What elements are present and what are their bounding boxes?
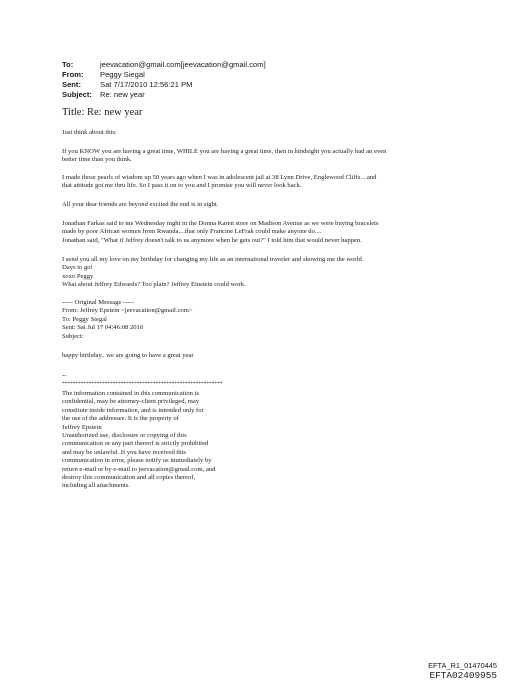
original-from: From: Jeffrey Epstein <jeevacation@gmail.com>	[62, 307, 193, 315]
reply-text	[62, 352, 462, 360]
to-label: To:	[62, 60, 74, 69]
signature-separator	[62, 372, 462, 388]
body-line: Days to go!	[62, 264, 93, 272]
confidentiality-disclaimer	[62, 390, 462, 491]
bates-number-secondary: EFTA02409955	[429, 670, 497, 681]
to-value: jeevacation@gmail.com[jeevacation@gmail.com]	[100, 60, 266, 69]
body-line: Just think about this:	[62, 129, 117, 136]
body-line: better time than you think.	[62, 156, 132, 164]
disclaimer-line: and may be unlawful. If you have received this	[62, 448, 186, 456]
paragraph-6	[62, 256, 462, 290]
paragraph-2	[62, 148, 462, 165]
disclaimer-line: The information contained in this communication is	[62, 390, 199, 397]
disclaimer-line: communication or any part thereof is strictly prohibited	[62, 440, 209, 448]
original-subject: Subject:	[62, 332, 84, 340]
original-message-block	[62, 299, 462, 341]
disclaimer-line: the use of the addressee. It is the property of	[62, 415, 179, 423]
body-line: happy birthday.. we are going to have a great year	[62, 352, 194, 359]
body-line: I made those pearls of wisdom up 50 years ago when I was in adolescent jail at 38 Lynn Drive, Englewood Cliffs....and	[62, 174, 377, 181]
body-line: Jonathan Farkas said to me Wednesday night in the Donna Karen store on Madison Avenue as we were buying bracelets	[62, 220, 379, 227]
disclaimer-line: Unauthorized use, disclosure or copying of this	[62, 432, 187, 440]
bates-number-primary: EFTA_R1_01470445	[428, 661, 497, 670]
from-label: From:	[62, 70, 84, 79]
header-to-row	[62, 60, 482, 70]
header-subject-row	[62, 90, 482, 100]
paragraph-1	[62, 129, 462, 137]
body-line: made by poor African women from Rwanda....that only Francine LeFrak could make anyone do....	[62, 228, 322, 236]
body-line: What about Jeffrey Edwards? Too plain? Jeffrey Einstein could work.	[62, 281, 246, 289]
sent-value: Sat 7/17/2010 12:56:21 PM	[100, 80, 193, 89]
original-to: To: Peggy Siegal	[62, 315, 107, 323]
signature-dash: --	[62, 372, 67, 379]
email-header	[62, 60, 482, 100]
disclaimer-line: constitute inside information, and is intended only for	[62, 406, 204, 414]
header-from-row	[62, 70, 482, 80]
disclaimer-line: return e-mail or by e-mail to jeevacation@gmail.com, and	[62, 465, 216, 473]
body-line: Jonathan said, "What if Jeffrey doesn't talk to us anymore when he gets out?" I told him that would never happen.	[62, 236, 362, 244]
asterisk-divider: ************************************************************	[62, 381, 223, 388]
subject-label: Subject:	[62, 90, 92, 99]
body-line: If you KNOW you are having a great time, WHILE you are having a great time, then in hindsight you actually had an even	[62, 148, 387, 155]
disclaimer-line: confidential, may be attorney-client privileged, may	[62, 398, 200, 406]
body-line: I send you all my love on my birthday for changing my life as an international traveler and showing me the world.	[62, 256, 364, 263]
original-sent: Sent: Sat Jul 17 04:46:08 2010	[62, 324, 144, 332]
header-sent-row	[62, 80, 482, 90]
subject-value: Re: new year	[100, 90, 145, 99]
body-line: that attitude got me thru life. So I pass it on to you and I promise you will never look back.	[62, 182, 302, 190]
disclaimer-line: Jeffrey Epstein	[62, 423, 102, 431]
disclaimer-line: destroy this communication and all copies thereof,	[62, 474, 196, 482]
sent-label: Sent:	[62, 80, 81, 89]
paragraph-3	[62, 174, 462, 191]
body-line: xoxo Peggy	[62, 272, 94, 280]
paragraph-4	[62, 201, 462, 209]
original-message-separator: ----- Original Message -----	[62, 299, 134, 306]
disclaimer-line: including all attachments.	[62, 482, 130, 490]
paragraph-5	[62, 220, 462, 245]
disclaimer-line: communication in error, please notify us immediately by	[62, 457, 212, 465]
from-value: Peggy Siegal	[100, 70, 145, 79]
body-line: All your dear friends are beyond excited the end is in sight.	[62, 201, 219, 208]
message-title: Title: Re: new year	[62, 107, 143, 118]
